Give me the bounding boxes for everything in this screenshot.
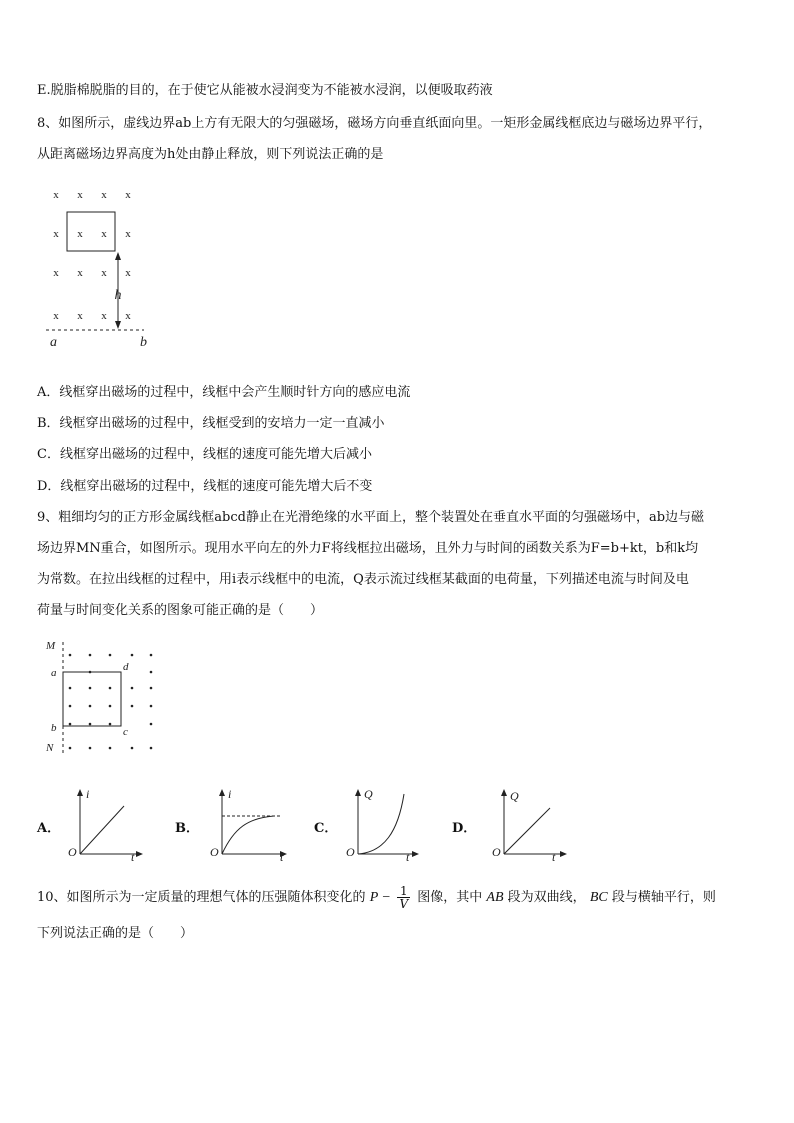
field-x: x: [77, 267, 83, 279]
field-x: x: [125, 189, 131, 201]
field-x: x: [101, 267, 107, 279]
q9-graph-a[interactable]: [66, 786, 146, 862]
q9-graph-c[interactable]: [344, 786, 424, 862]
q8-option-c[interactable]: C．线框穿出磁场的过程中，线框的速度可能先增大后减小: [37, 447, 372, 462]
field-dots: [69, 654, 153, 750]
segment-bc: BC: [589, 890, 608, 905]
curve-convex: [358, 794, 404, 854]
field-x: x: [125, 267, 131, 279]
label-M: M: [46, 640, 56, 652]
label-c: c: [123, 726, 128, 738]
formula-p: P: [369, 890, 379, 905]
q9-graph-d[interactable]: [490, 786, 572, 862]
q10-text-post-b: 段为双曲线，: [507, 890, 586, 905]
y-arrow: [501, 789, 507, 796]
h-arrow-down: [115, 321, 121, 329]
field-x: x: [101, 228, 107, 240]
field-x: x: [101, 310, 107, 322]
q8-stem-line1: 8、如图所示，虚线边界ab上方有无限大的匀强磁场，磁场方向垂直纸面向里。一矩形金属线框底边与磁场边界平行，: [37, 116, 712, 131]
q8-option-d[interactable]: D．线框穿出磁场的过程中，线框的速度可能先增大后不变: [37, 479, 373, 494]
x-label: t: [552, 850, 556, 862]
y-arrow: [219, 789, 225, 796]
x-label: t: [406, 850, 410, 862]
segment-ab: AB: [486, 890, 504, 905]
field-x: x: [53, 189, 59, 201]
origin-label: O: [210, 845, 219, 859]
q9-option-c-label[interactable]: C．: [314, 821, 338, 836]
x-label: t: [131, 850, 135, 862]
field-x: x: [77, 310, 83, 322]
field-x: x: [53, 310, 59, 322]
q9-stem-line1: 9、粗细均匀的正方形金属线框abcd静止在光滑绝缘的水平面上，整个装置处在垂直水平面的匀强磁场中，ab边与磁: [37, 510, 705, 525]
q7-option-e: E.脱脂棉脱脂的目的，在于使它从能被水浸润变为不能被水浸润，以便吸取药液: [37, 83, 493, 98]
q10-text-post-c: 段与横轴平行，则: [611, 890, 716, 905]
formula-numerator: 1: [397, 885, 410, 898]
label-N: N: [46, 742, 54, 754]
q9-stem-line2: 场边界MN重合，如图所示。现用水平向左的外力F将线框拉出磁场，且外力与时间的函数关系为F=b+kt，b和k均: [37, 541, 699, 556]
q9-stem-line4: 荷量与时间变化关系的图象可能正确的是（ ）: [37, 603, 324, 618]
q8-option-a[interactable]: A．线框穿出磁场的过程中，线框中会产生顺时针方向的感应电流: [37, 385, 411, 400]
label-a: a: [50, 335, 57, 350]
field-x: x: [77, 189, 83, 201]
y-label: Q: [364, 787, 373, 801]
x-label: t: [280, 850, 284, 862]
curve-linear: [80, 806, 124, 854]
origin-label: O: [492, 845, 501, 859]
q9-option-a-label[interactable]: A．: [37, 821, 61, 836]
origin-label: O: [68, 845, 77, 859]
q8-figure: [40, 182, 160, 352]
q9-option-d-label[interactable]: D．: [452, 821, 477, 836]
y-arrow: [355, 789, 361, 796]
field-x: x: [53, 228, 59, 240]
y-arrow: [77, 789, 83, 796]
origin-label: O: [346, 845, 355, 859]
q9-graph-b[interactable]: [208, 786, 292, 862]
x-arrow: [136, 851, 143, 857]
field-x: x: [101, 189, 107, 201]
square-frame: [63, 672, 121, 726]
q9-figure: [40, 636, 170, 758]
label-d: d: [123, 661, 129, 673]
label-b: b: [140, 335, 147, 350]
label-a: a: [51, 667, 57, 679]
y-label: i: [228, 787, 232, 801]
label-b: b: [51, 722, 57, 734]
h-arrow-up: [115, 252, 121, 260]
q10-text-post-a: 图像，其中: [417, 890, 483, 905]
metal-frame: [67, 212, 115, 251]
q8-stem-line2: 从距离磁场边界高度为h处由静止释放，则下列说法正确的是: [37, 147, 384, 162]
x-arrow: [412, 851, 419, 857]
field-x: x: [53, 267, 59, 279]
q9-option-b-label[interactable]: B．: [175, 821, 199, 836]
q9-stem-line3: 为常数。在拉出线框的过程中，用i表示线框中的电流，Q表示流过线框某截面的电荷量，下列描述电流与时间及电: [37, 572, 689, 587]
field-x: x: [77, 228, 83, 240]
q10-text-pre: 10、如图所示为一定质量的理想气体的压强随体积变化的: [37, 890, 366, 905]
formula-fraction: [397, 885, 410, 910]
y-label: Q: [510, 789, 519, 803]
q10-stem-line2: 下列说法正确的是（ ）: [37, 926, 194, 941]
label-h: h: [114, 288, 122, 303]
formula-denominator: V: [399, 897, 409, 911]
curve-saturating: [222, 816, 274, 854]
curve-linear: [504, 808, 550, 854]
q10-stem-line1: [37, 885, 716, 910]
field-x: x: [125, 228, 131, 240]
field-x: x: [125, 310, 131, 322]
x-arrow: [560, 851, 567, 857]
y-label: i: [86, 787, 90, 801]
formula-minus: −: [382, 890, 391, 905]
q8-option-b[interactable]: B．线框穿出磁场的过程中，线框受到的安培力一定一直减小: [37, 416, 385, 431]
